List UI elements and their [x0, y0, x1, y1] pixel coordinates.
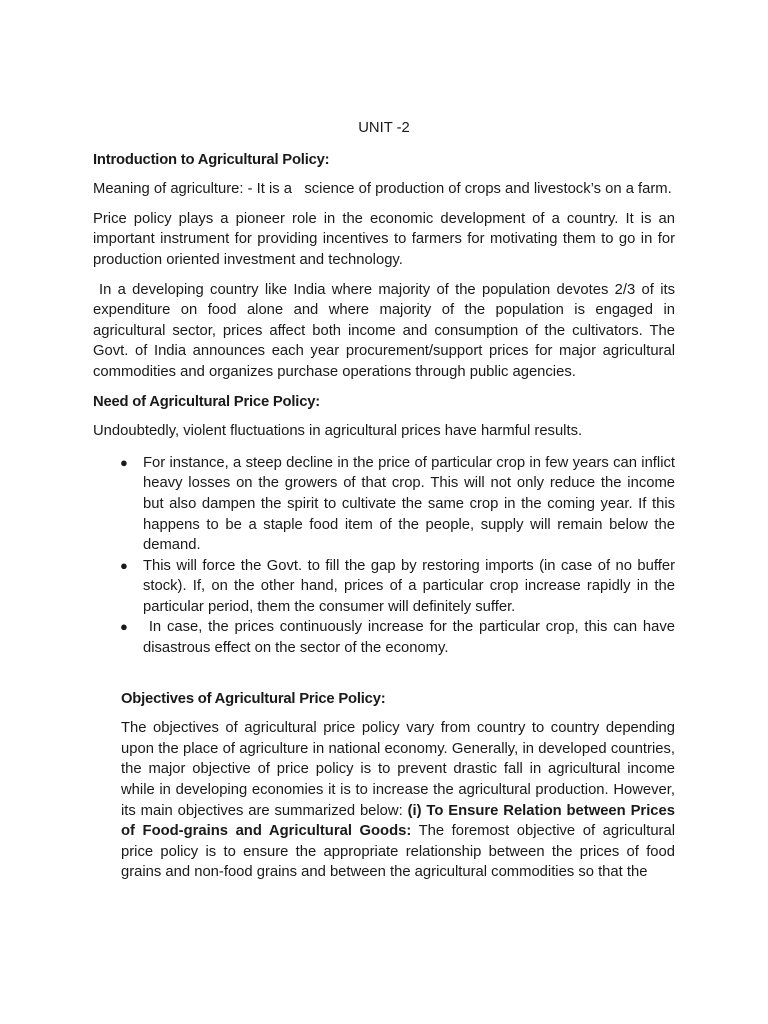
objectives-text-start: The objectives of agricultural price policy vary from country to country depending upon the place of agriculture in national economy. Generally, in developed countries, the major objective of price policy is to prevent drastic fall in agricultural income while in developing economies it is to increase the agricultural production. However, its main objectives are summarized below: [121, 720, 675, 819]
objectives-paragraph [121, 718, 675, 883]
price-policy-paragraph: Price policy plays a pioneer role in the economic development of a country. It is an important instrument for providing incentives to farmers for motivating them to go in for production oriented investment and technology. [93, 210, 675, 268]
need-heading: Need of Agricultural Price Policy: [93, 393, 320, 410]
intro-heading: Introduction to Agricultural Policy: [93, 151, 330, 168]
list-item [93, 453, 675, 556]
bullet-text: This will force the Govt. to fill the gap by restoring imports (in case of no buffer stock). If, on the other hand, prices of a particular crop increase rapidly in the particular period, them the consumer will definitely suffer. [143, 557, 675, 615]
bullet-icon: ● [120, 619, 128, 635]
need-bullet-list [93, 453, 680, 659]
india-paragraph: In a developing country like India where majority of the population devotes 2/3 of its expenditure on food alone and where majority of the population is engaged in agricultural sector, prices affect both income and consumption of the cultivators. The Govt. of India announces each year procurement/support prices for major agricultural commodities and organizes purchase operations through public agencies. [93, 281, 675, 380]
need-paragraph: Undoubtedly, violent fluctuations in agricultural prices have harmful results. [93, 423, 583, 440]
bullet-text: In case, the prices continuously increase for the particular crop, this can have disastrous effect on the sector of the economy. [143, 619, 680, 657]
unit-title: UNIT -2 [358, 120, 410, 136]
objectives-heading: Objectives of Agricultural Price Policy: [121, 690, 386, 707]
objectives-text-end: The foremost objective of agricultural price policy is to ensure the appropriate relationship between the prices of food grains and non-food grains and between the agricultural commodities so that the [121, 823, 675, 881]
list-item [93, 556, 675, 618]
objectives-bold-text: (i) To Ensure Relation between Prices of Food-grains and Agricultural Goods: [121, 802, 675, 840]
document-page [93, 118, 680, 892]
meaning-paragraph: Meaning of agriculture: - It is a science of production of crops and livestock’s on a farm. [93, 181, 672, 198]
list-item [93, 617, 680, 658]
objectives-section [121, 689, 675, 883]
bullet-icon: ● [120, 557, 128, 573]
bullet-icon: ● [120, 454, 128, 470]
spacer [93, 659, 675, 689]
bullet-text: For instance, a steep decline in the price of particular crop in few years can inflict heavy losses on the growers of that crop. This will not only reduce the income but also dampen the spirit to cultivate the same crop in the coming year. If this happens to be a staple food item of the people, supply will remain below the demand. [143, 454, 675, 554]
